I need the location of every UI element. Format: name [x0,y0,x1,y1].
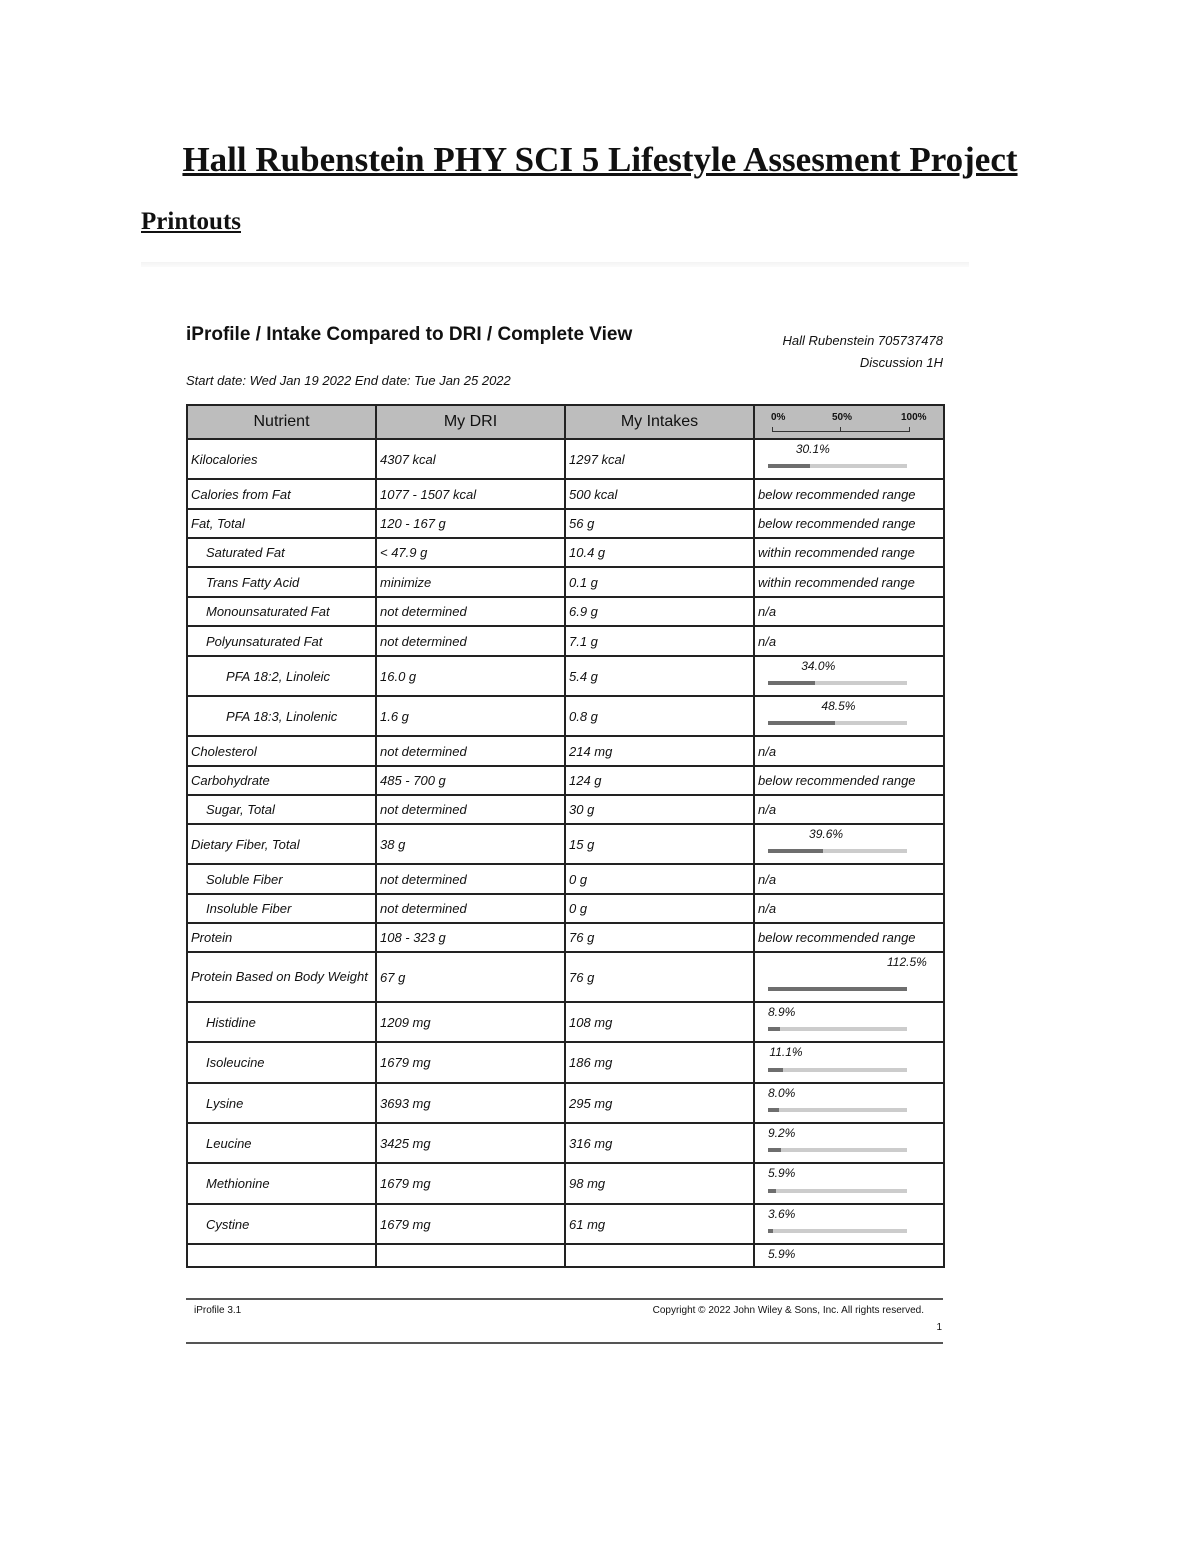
dri-value: not determined [376,894,565,923]
intake-value: 15 g [565,824,754,864]
intake-value: 214 mg [565,736,754,766]
header-dri: My DRI [376,405,565,439]
percent-cell [754,1042,944,1083]
page-divider [141,262,969,267]
status-text: within recommended range [754,567,944,597]
table-row [187,1002,944,1042]
dri-value: 3693 mg [376,1083,565,1123]
table-row [187,1042,944,1083]
nutrient-name: Protein [187,923,376,952]
table-row [187,439,944,479]
intake-value: 295 mg [565,1083,754,1123]
percent-label: 48.5% [821,699,856,713]
table-row [187,1244,944,1267]
report-dates: Start date: Wed Jan 19 2022 End date: Tue Jan 25 2022 [186,373,511,388]
table-row [187,626,944,656]
nutrient-name: Cholesterol [187,736,376,766]
status-text: n/a [754,894,944,923]
intake-value: 10.4 g [565,538,754,567]
footer-copyright: Copyright © 2022 John Wiley & Sons, Inc. All rights reserved. [652,1305,924,1316]
table-row [187,696,944,736]
percent-bar-track [768,1027,907,1031]
percent-label: 11.1% [769,1045,803,1059]
nutrient-name: Carbohydrate [187,766,376,795]
percent-bar-track [768,1148,907,1152]
dri-table [186,404,945,1268]
intake-value: 76 g [565,952,754,1002]
percent-bar-fill [768,1229,773,1233]
intake-value: 30 g [565,795,754,824]
intake-value: 1297 kcal [565,439,754,479]
status-text: within recommended range [754,538,944,567]
percent-bar-fill [768,721,835,725]
footer-page-number: 1 [936,1322,942,1333]
table-header-row [187,405,944,439]
percent-cell [754,696,944,736]
percent-bar-fill [768,1189,776,1193]
table-row [187,824,944,864]
percent-bar-track [768,1068,907,1072]
intake-value: 500 kcal [565,479,754,509]
table-row [187,1204,944,1244]
footer-rule-bottom [186,1342,943,1344]
dri-value [376,1244,565,1267]
percent-label: 34.0% [801,659,836,673]
header-scale [754,405,944,439]
dri-value: 67 g [376,952,565,1002]
intake-value: 6.9 g [565,597,754,626]
intake-value [565,1244,754,1267]
nutrient-name: Calories from Fat [187,479,376,509]
section-heading: Printouts [141,208,241,235]
percent-cell [754,952,944,1002]
percent-bar-fill [768,464,810,468]
scale-axis [772,427,910,432]
table-row [187,894,944,923]
percent-label: 3.6% [768,1207,796,1221]
dri-table-body [187,439,944,1267]
percent-cell [754,439,944,479]
intake-value: 98 mg [565,1163,754,1204]
dri-value: < 47.9 g [376,538,565,567]
table-row [187,1163,944,1204]
status-text: n/a [754,864,944,894]
dri-value: 16.0 g [376,656,565,696]
nutrient-name: Cystine [187,1204,376,1244]
percent-cell [754,1204,944,1244]
intake-value: 0 g [565,894,754,923]
dri-value: not determined [376,597,565,626]
nutrient-name: Soluble Fiber [187,864,376,894]
nutrient-name: Leucine [187,1123,376,1163]
intake-value: 186 mg [565,1042,754,1083]
percent-label: 39.6% [809,827,844,841]
percent-bar-track [768,1108,907,1112]
nutrient-name [187,1244,376,1267]
dri-value: 1.6 g [376,696,565,736]
dri-value: 3425 mg [376,1123,565,1163]
nutrient-name: Kilocalories [187,439,376,479]
scale-label-50: 50% [832,412,853,423]
percent-bar-track [768,1189,907,1193]
percent-cell [754,656,944,696]
percent-bar-fill [768,849,823,853]
dri-value: 1077 - 1507 kcal [376,479,565,509]
percent-bar-track [768,681,907,685]
percent-cell [754,1244,944,1267]
intake-value: 76 g [565,923,754,952]
status-text: n/a [754,626,944,656]
nutrient-name: Dietary Fiber, Total [187,824,376,864]
dri-value: 1679 mg [376,1204,565,1244]
table-row [187,597,944,626]
dri-value: 485 - 700 g [376,766,565,795]
intake-value: 124 g [565,766,754,795]
table-row [187,567,944,597]
nutrient-name: PFA 18:3, Linolenic [187,696,376,736]
report-meta [783,330,943,374]
dri-value: 1679 mg [376,1042,565,1083]
report-user: Hall Rubenstein 705737478 [782,333,943,348]
dri-value: 108 - 323 g [376,923,565,952]
percent-bar-track [768,987,907,991]
dri-value: not determined [376,736,565,766]
nutrient-name: Methionine [187,1163,376,1204]
percent-label: 112.5% [887,955,927,969]
footer-version: iProfile 3.1 [194,1305,242,1316]
nutrient-name: Monounsaturated Fat [187,597,376,626]
footer-rule-top [186,1298,943,1300]
table-row [187,509,944,538]
percent-cell [754,1002,944,1042]
dri-value: not determined [376,626,565,656]
percent-label: 5.9% [768,1166,796,1180]
percent-bar-fill [768,1068,783,1072]
nutrient-name: Histidine [187,1002,376,1042]
nutrient-name: Isoleucine [187,1042,376,1083]
nutrient-name: Sugar, Total [187,795,376,824]
dri-value: 120 - 167 g [376,509,565,538]
dri-value: not determined [376,864,565,894]
nutrient-name: Polyunsaturated Fat [187,626,376,656]
dri-value: 1209 mg [376,1002,565,1042]
percent-label: 5.9% [768,1247,796,1261]
status-text: below recommended range [754,509,944,538]
status-text: n/a [754,597,944,626]
percent-bar-fill [768,681,815,685]
report-section: Discussion 1H [859,355,943,370]
intake-value: 0.8 g [565,696,754,736]
header-nutrient: Nutrient [187,405,376,439]
nutrient-name: Saturated Fat [187,538,376,567]
table-row [187,736,944,766]
percent-bar-fill [768,1108,779,1112]
dri-value: 1679 mg [376,1163,565,1204]
scale-label-100: 100% [901,412,927,423]
percent-bar-fill [768,987,907,991]
report-title: iProfile / Intake Compared to DRI / Complete View [186,324,633,345]
intake-value: 56 g [565,509,754,538]
percent-scale [758,406,940,438]
intake-value: 0 g [565,864,754,894]
percent-cell [754,1123,944,1163]
table-row [187,479,944,509]
nutrient-name: Protein Based on Body Weight [187,952,376,1002]
table-row [187,1083,944,1123]
document-title: Hall Rubenstein PHY SCI 5 Lifestyle Assesment Project [182,140,1018,179]
percent-label: 8.9% [768,1005,796,1019]
table-row [187,952,944,1002]
header-intakes: My Intakes [565,405,754,439]
table-row [187,1123,944,1163]
table-row [187,656,944,696]
status-text: below recommended range [754,479,944,509]
dri-value: 4307 kcal [376,439,565,479]
table-row [187,538,944,567]
intake-value: 7.1 g [565,626,754,656]
status-text: below recommended range [754,923,944,952]
dri-value: not determined [376,795,565,824]
scale-label-0: 0% [771,412,786,423]
percent-cell [754,1163,944,1204]
nutrient-name: Fat, Total [187,509,376,538]
dri-value: 38 g [376,824,565,864]
status-text: n/a [754,795,944,824]
intake-value: 108 mg [565,1002,754,1042]
percent-bar-track [768,849,907,853]
percent-label: 8.0% [768,1086,796,1100]
dri-value: minimize [376,567,565,597]
percent-bar-track [768,721,907,725]
percent-label: 9.2% [768,1126,796,1140]
nutrient-name: PFA 18:2, Linoleic [187,656,376,696]
percent-cell [754,824,944,864]
intake-value: 316 mg [565,1123,754,1163]
percent-bar-fill [768,1027,780,1031]
percent-bar-track [768,464,907,468]
percent-bar-fill [768,1148,781,1152]
nutrient-name: Lysine [187,1083,376,1123]
intake-value: 0.1 g [565,567,754,597]
table-row [187,795,944,824]
percent-bar-track [768,1229,907,1233]
percent-label: 30.1% [795,442,830,456]
table-row [187,766,944,795]
table-row [187,864,944,894]
intake-value: 5.4 g [565,656,754,696]
table-row [187,923,944,952]
status-text: n/a [754,736,944,766]
nutrient-name: Trans Fatty Acid [187,567,376,597]
intake-value: 61 mg [565,1204,754,1244]
scale-midtick [840,427,841,431]
nutrient-name: Insoluble Fiber [187,894,376,923]
status-text: below recommended range [754,766,944,795]
percent-cell [754,1083,944,1123]
